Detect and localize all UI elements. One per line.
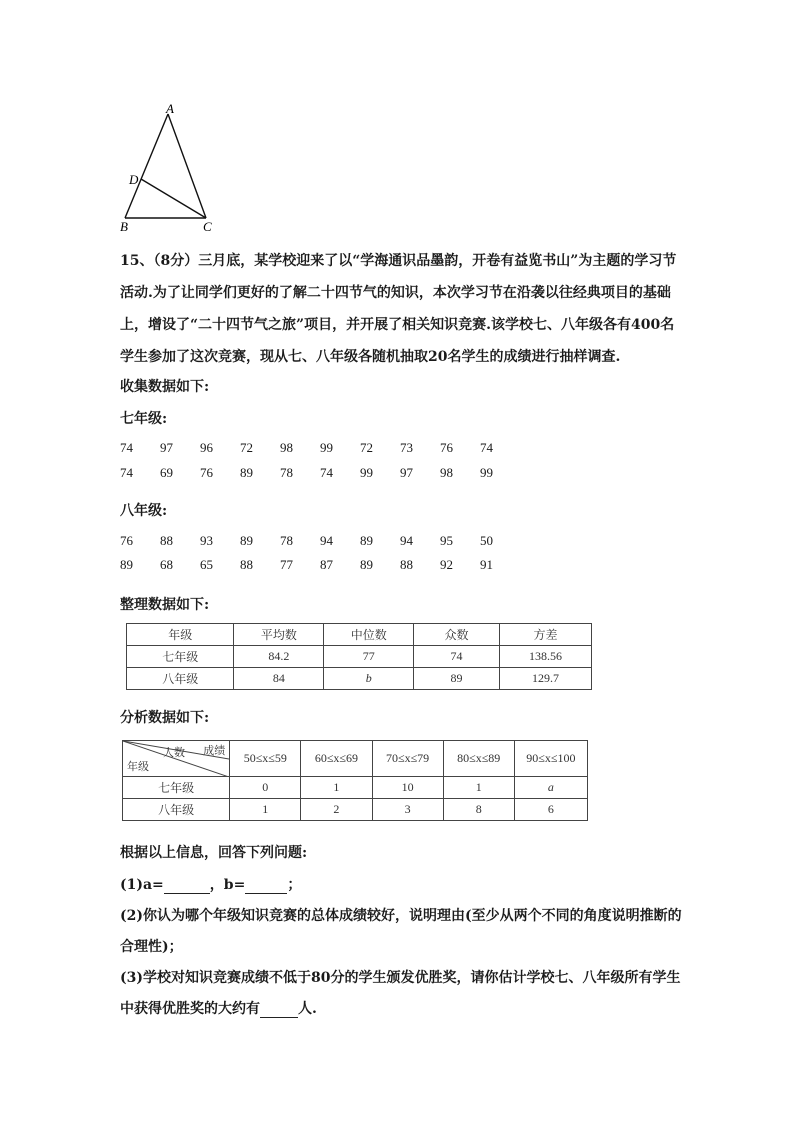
- question-3-line-1: (3)学校对知识竞赛成绩不低于80分的学生颁发优胜奖，请你估计学校七、八年级所有学生: [120, 970, 681, 986]
- score: 96: [200, 440, 213, 455]
- organize-heading: 整理数据如下:: [120, 597, 210, 613]
- score: 94: [320, 533, 333, 548]
- corner-label-score: 成绩: [203, 745, 226, 757]
- score: 68: [160, 557, 173, 572]
- score: 98: [440, 465, 453, 480]
- question-1: [120, 874, 301, 894]
- score: 72: [360, 440, 373, 455]
- table-cell: 3: [372, 799, 443, 821]
- table-row: [123, 777, 588, 799]
- table-cell: 0: [230, 777, 301, 799]
- label-b: B: [120, 219, 128, 234]
- problem-line-1: 15、（8分）三月底，某学校迎来了以“学海通识品墨韵，开卷有益览书山”为主题的学习节: [120, 253, 677, 269]
- table-row: [127, 624, 592, 646]
- answer-heading: 根据以上信息，回答下列问题:: [120, 845, 308, 861]
- table-header: 中位数: [324, 624, 414, 646]
- table-header: 众数: [414, 624, 500, 646]
- score: 88: [400, 557, 413, 572]
- analyze-heading: 分析数据如下:: [120, 710, 210, 726]
- problem-line-3: 上，增设了“二十四节气之旅”项目，并开展了相关知识竞赛.该学校七、八年级各有400名: [120, 317, 675, 333]
- score: 97: [160, 440, 173, 455]
- distribution-table: [122, 740, 588, 821]
- question-2-line-2: 合理性)；: [120, 939, 183, 955]
- score: 97: [400, 465, 413, 480]
- score: 89: [360, 557, 373, 572]
- q1-end: ；: [287, 877, 302, 893]
- table-header: 80≤x≤89: [443, 741, 514, 777]
- table-cell: 129.7: [499, 668, 591, 690]
- table-cell: 84: [234, 668, 324, 690]
- table-header: 60≤x≤69: [301, 741, 372, 777]
- table-cell: 七年级: [127, 646, 234, 668]
- score: 78: [280, 533, 293, 548]
- table-cell: 138.56: [499, 646, 591, 668]
- segment-ac: [168, 114, 206, 218]
- score: 99: [360, 465, 373, 480]
- table-cell: 89: [414, 668, 500, 690]
- score: 74: [480, 440, 493, 455]
- table-header: 方差: [499, 624, 591, 646]
- table-cell: 84.2: [234, 646, 324, 668]
- q3-line2-start: 中获得优胜奖的大约有: [120, 1001, 260, 1017]
- problem-line-4: 学生参加了这次竞赛，现从七、八年级各随机抽取20名学生的成绩进行抽样调查.: [120, 349, 621, 365]
- corner-label-grade: 年级: [127, 761, 149, 773]
- table-header: 90≤x≤100: [514, 741, 587, 777]
- score: 87: [320, 557, 333, 572]
- collect-heading: 收集数据如下:: [120, 379, 210, 395]
- table-cell: 1: [230, 799, 301, 821]
- table-cell: b: [324, 668, 414, 690]
- table-header: 50≤x≤59: [230, 741, 301, 777]
- table-cell: 8: [443, 799, 514, 821]
- score: 89: [240, 465, 253, 480]
- score: 99: [320, 440, 333, 455]
- segment-ab: [125, 114, 168, 218]
- table-row: [123, 741, 588, 777]
- score: 74: [120, 440, 133, 455]
- corner-label-count: 人数: [163, 747, 185, 759]
- score: 76: [200, 465, 213, 480]
- table-header: 70≤x≤79: [372, 741, 443, 777]
- table-row: [123, 799, 588, 821]
- grade8-row-1: [120, 533, 520, 549]
- grade8-label: 八年级:: [120, 503, 168, 519]
- score: 76: [120, 533, 133, 548]
- score: 93: [200, 533, 213, 548]
- score: 89: [360, 533, 373, 548]
- grade7-row-2: [120, 465, 520, 481]
- table-header: 平均数: [234, 624, 324, 646]
- score: 99: [480, 465, 493, 480]
- score: 78: [280, 465, 293, 480]
- score: 73: [400, 440, 413, 455]
- q1-a-label: (1)a=: [120, 877, 164, 893]
- problem-line-2: 活动.为了让同学们更好的了解二十四节气的知识，本次学习节在沿袭以往经典项目的基础: [120, 285, 671, 301]
- score: 89: [120, 557, 133, 572]
- score: 92: [440, 557, 453, 572]
- table-row: [127, 646, 592, 668]
- table-cell: 74: [414, 646, 500, 668]
- score: 50: [480, 533, 493, 548]
- score: 95: [440, 533, 453, 548]
- score: 76: [440, 440, 453, 455]
- table-cell: 七年级: [123, 777, 230, 799]
- label-c: C: [203, 219, 212, 234]
- table-cell: 6: [514, 799, 587, 821]
- q1-b-label: ，b=: [209, 877, 246, 893]
- score: 74: [320, 465, 333, 480]
- triangle-figure: [110, 100, 220, 235]
- score: 89: [240, 533, 253, 548]
- table-cell: 八年级: [127, 668, 234, 690]
- stats-table: [126, 623, 592, 690]
- score: 98: [280, 440, 293, 455]
- score: 77: [280, 557, 293, 572]
- table-cell: 77: [324, 646, 414, 668]
- grade8-row-2: [120, 557, 520, 573]
- diagonal-header-cell: [123, 741, 230, 777]
- score: 91: [480, 557, 493, 572]
- q3-line2-end: 人.: [298, 1001, 317, 1017]
- score: 88: [160, 533, 173, 548]
- answer-blank-a[interactable]: [164, 877, 210, 894]
- question-2-line-1: (2)你认为哪个年级知识竞赛的总体成绩较好，说明理由(至少从两个不同的角度说明推断的: [120, 908, 682, 924]
- score: 69: [160, 465, 173, 480]
- grade7-label: 七年级:: [120, 411, 168, 427]
- table-cell: 1: [301, 777, 372, 799]
- score: 65: [200, 557, 213, 572]
- score: 74: [120, 465, 133, 480]
- table-cell: a: [514, 777, 587, 799]
- table-row: [127, 668, 592, 690]
- table-cell: 10: [372, 777, 443, 799]
- score: 94: [400, 533, 413, 548]
- score: 88: [240, 557, 253, 572]
- label-a: A: [166, 101, 174, 116]
- segment-dc: [141, 179, 206, 218]
- question-3-line-2: [120, 998, 317, 1018]
- answer-blank-count[interactable]: [260, 1001, 298, 1018]
- grade7-row-1: [120, 440, 520, 456]
- table-cell: 1: [443, 777, 514, 799]
- answer-blank-b[interactable]: [245, 877, 287, 894]
- label-d: D: [129, 172, 139, 187]
- table-header: 年级: [127, 624, 234, 646]
- table-cell: 八年级: [123, 799, 230, 821]
- table-cell: 2: [301, 799, 372, 821]
- score: 72: [240, 440, 253, 455]
